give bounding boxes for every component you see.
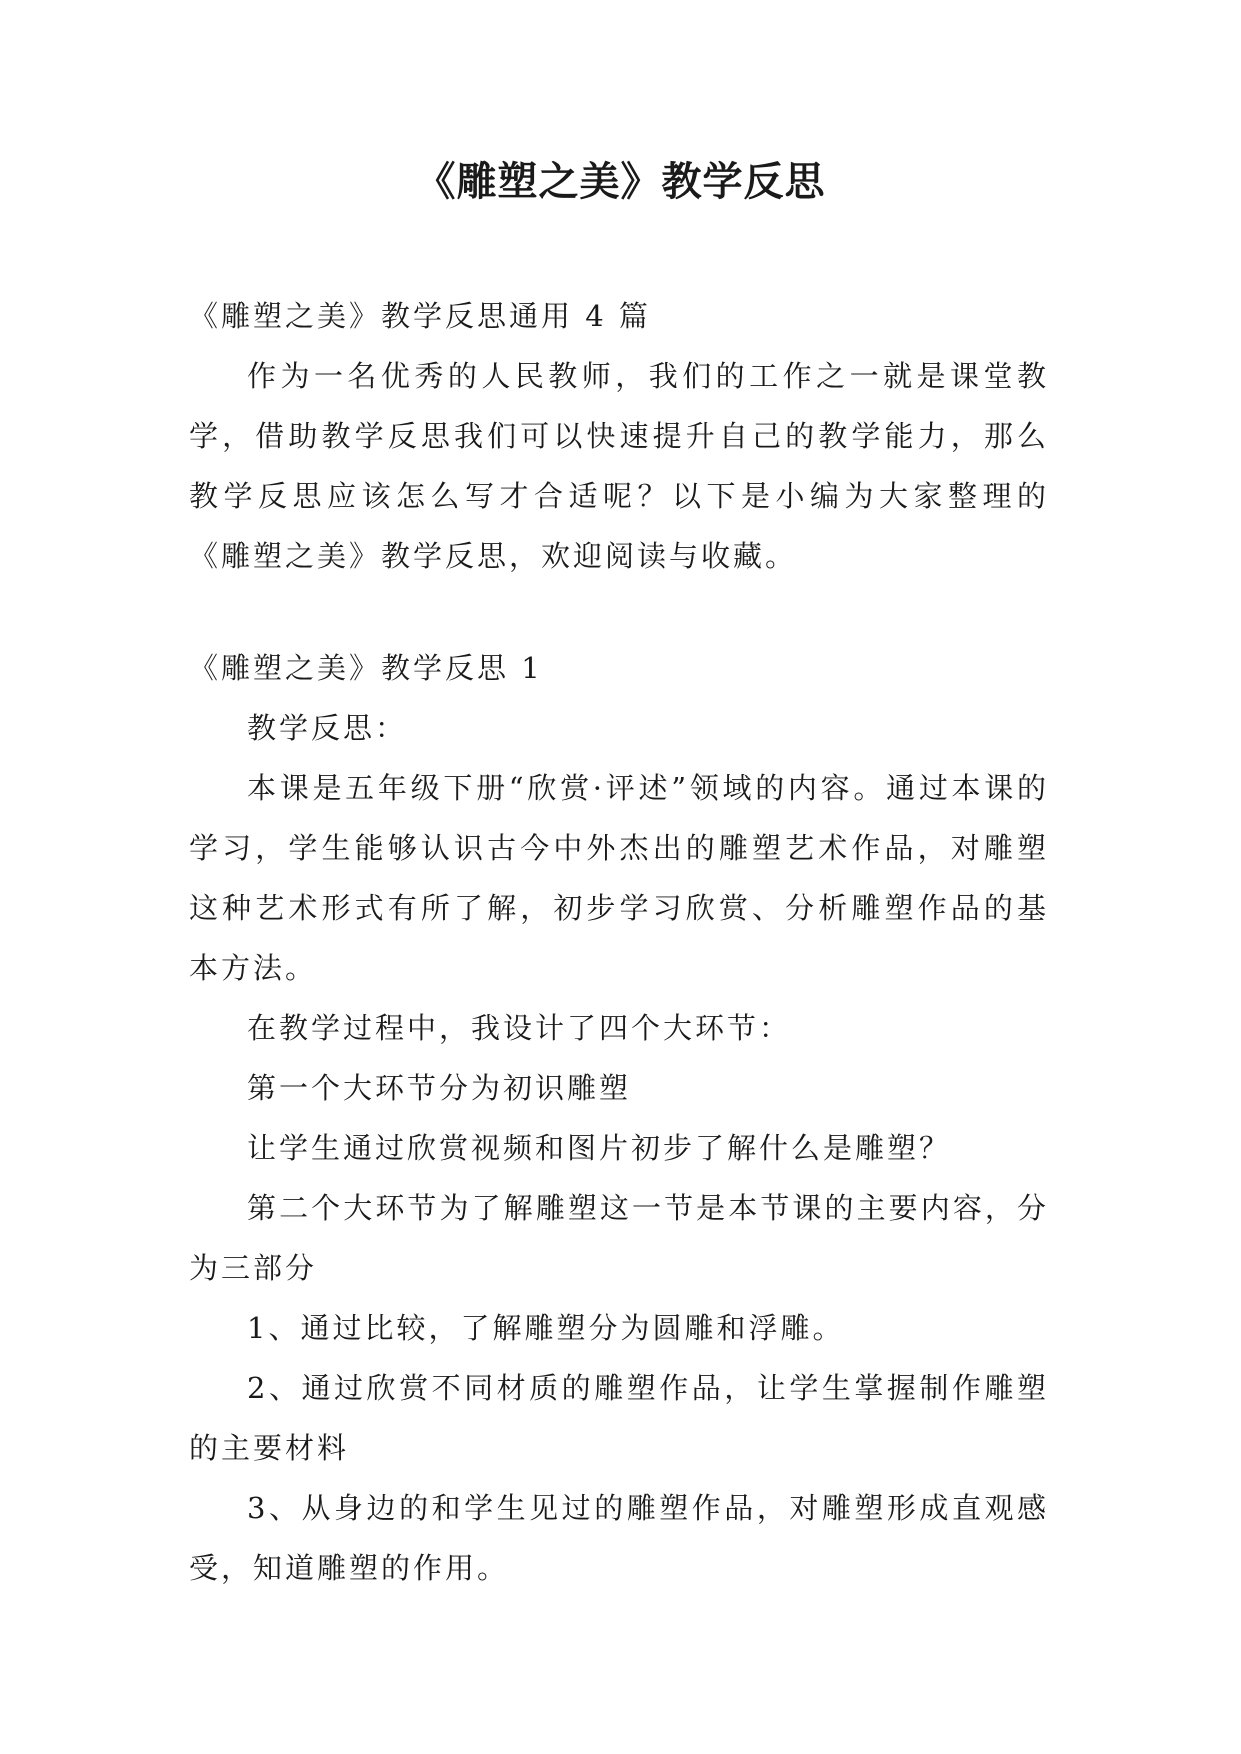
document-title: 《雕塑之美》教学反思 xyxy=(415,159,826,205)
body-paragraph: 本课是五年级下册“欣赏·评述”领域的内容。通过本课的学习，学生能够认识古今中外杰出的雕塑艺术作品，对雕塑这种艺术形式有所了解，初步学习欣赏、分析雕塑作品的基本方法。 xyxy=(189,771,1049,985)
body-paragraph: 教学反思： xyxy=(247,711,408,745)
body-paragraph: 1、通过比较，了解雕塑分为圆雕和浮雕。 xyxy=(247,1311,845,1345)
body-paragraph: 让学生通过欣赏视频和图片初步了解什么是雕塑？ xyxy=(247,1131,952,1165)
intro-paragraph: 作为一名优秀的人民教师，我们的工作之一就是课堂教学，借助教学反思我们可以快速提升自己的教学能力，那么教学反思应该怎么写才合适呢？以下是小编为大家整理的《雕塑之美》教学反思，欢迎阅读与收藏。 xyxy=(189,359,1049,573)
body-paragraph: 3、从身边的和学生见过的雕塑作品，对雕塑形成直观感受，知道雕塑的作用。 xyxy=(189,1491,1049,1585)
body-paragraph: 第二个大环节为了解雕塑这一节是本节课的主要内容，分为三部分 xyxy=(189,1191,1049,1285)
body-paragraph: 2、通过欣赏不同材质的雕塑作品，让学生掌握制作雕塑的主要材料 xyxy=(189,1371,1049,1465)
section-spacer xyxy=(189,586,1049,638)
document-body xyxy=(189,286,1049,1598)
document-subtitle: 《雕塑之美》教学反思通用 4 篇 xyxy=(189,299,651,333)
body-paragraph: 在教学过程中，我设计了四个大环节： xyxy=(247,1011,792,1045)
section-heading: 《雕塑之美》教学反思 1 xyxy=(189,651,543,685)
body-paragraph: 第一个大环节分为初识雕塑 xyxy=(247,1071,632,1105)
